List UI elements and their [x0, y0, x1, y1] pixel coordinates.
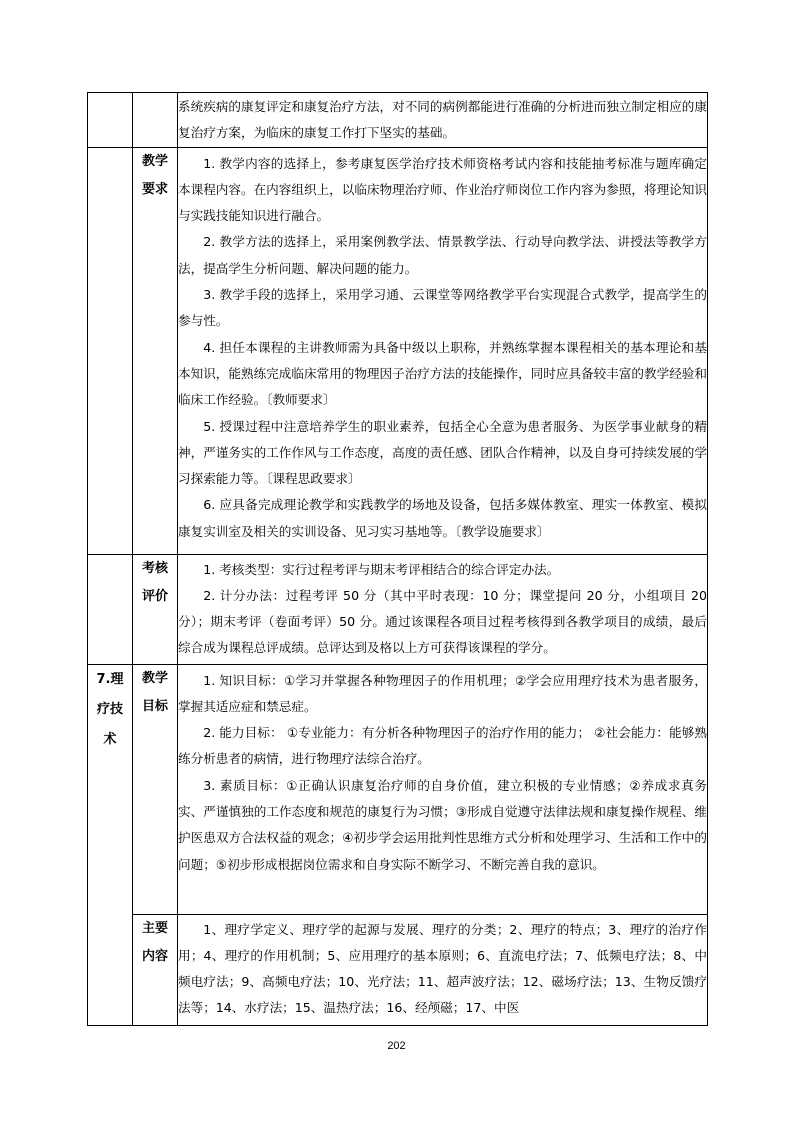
paragraph: 系统疾病的康复评定和康复治疗方法，对不同的病例都能进行准确的分析进而独立制定相应的康复治疗方案，为临床的康复工作打下坚实的基础。 — [178, 99, 707, 141]
row-main-content — [88, 914, 708, 1025]
category-main-content: 主要 内容 — [133, 914, 178, 1025]
row-continuation — [88, 93, 708, 148]
course-cell-previous — [88, 147, 133, 554]
category-assessment: 考核 评价 — [133, 554, 178, 664]
category-teaching-requirements: 教学 要求 — [133, 147, 178, 554]
paragraph: 6. 应具备完成理论教学和实践教学的场地及设备，包括多媒体教室、理实一体教室、模拟康复实训室及相关的实训设备、见习实习基地等。〔教学设施要求〕 — [178, 497, 707, 539]
category-cell-continuation — [133, 93, 178, 148]
paragraph: 5. 授课过程中注意培养学生的职业素养，包括全心全意为患者服务、为医学事业献身的精神，严谨务实的工作作风与工作态度，高度的责任感、团队合作精神，以及自身可持续发展的学习探索能力等。〔课程思政要求〕 — [178, 418, 707, 487]
paragraph: 2. 能力目标： ①专业能力：有分析各种物理因子的治疗作用的能力； ②社会能力：能够熟练分析患者的病情，进行物理疗法综合治疗。 — [178, 725, 707, 767]
row-teaching-goals — [88, 664, 708, 914]
page-number: 202 — [387, 1040, 406, 1052]
paragraph: 1. 教学内容的选择上，参考康复医学治疗技术师资格考试内容和技能抽考标准与题库确定本课程内容。在内容组织上，以临床物理治疗师、作业治疗师岗位工作内容为参照，将理论知识与实践技能知识进行融合。 — [178, 155, 707, 224]
content-teaching-goals — [178, 664, 708, 914]
content-assessment — [178, 554, 708, 664]
content-cell-continuation — [178, 93, 708, 148]
paragraph: 1、理疗学定义、理疗学的起源与发展、理疗的分类；2、理疗的特点；3、理疗的治疗作用；4、理疗的作用机制；5、应用理疗的基本原则；6、直流电疗法；7、低频电疗法；8、中频电疗法；9、高频电疗法；10、光疗法；11、超声波疗法；12、磁场疗法；13、生物反馈疗法等；14、水疗法；15、温热疗法；16、经颅磁；17、中医 — [178, 921, 707, 1016]
curriculum-table — [87, 92, 708, 1026]
category-teaching-goals: 教学 目标 — [133, 664, 178, 914]
course-cell-previous — [88, 93, 133, 148]
paragraph: 1. 考核类型：实行过程考评与期末考评相结合的综合评定办法。 — [203, 561, 560, 577]
paragraph: 4. 担任本课程的主讲教师需为具备中级以上职称，并熟练掌握本课程相关的基本理论和基本知识，能熟练完成临床常用的物理因子治疗方法的技能操作，同时应具备较丰富的教学经验和临床工作经验。〔教师要求〕 — [178, 339, 707, 408]
content-teaching-requirements — [178, 147, 708, 554]
course-name-cell: 7.理 疗技 术 — [88, 664, 133, 1025]
paragraph: 3. 素质目标：①正确认识康复治疗师的自身价值，建立积极的专业情感；②养成求真务实、严谨慎独的工作态度和规范的康复行为习惯；③形成自觉遵守法律法规和康复操作规程、维护医患双方合法权益的观念；④初步学会运用批判性思维方式分析和处理学习、生活和工作中的问题；⑤初步形成根据岗位需求和自身实际不断学习、不断完善自我的意识。 — [178, 777, 707, 872]
paragraph: 2. 计分办法：过程考评 50 分（其中平时表现：10 分；课堂提问 20 分，小组项目 20 分）；期末考评（卷面考评）50 分。通过该课程各项目过程考核得到各教学项目的成绩，最后综合成为课程总评成绩。总评达到及格以上方可获得该课程的学分。 — [178, 587, 707, 656]
content-main-content — [178, 914, 708, 1025]
row-teaching-requirements — [88, 147, 708, 554]
paragraph: 3. 教学手段的选择上，采用学习通、云课堂等网络教学平台实现混合式教学，提高学生的参与性。 — [178, 287, 707, 329]
paragraph: 1. 知识目标：①学习并掌握各种物理因子的作用机理；②学会应用理疗技术为患者服务，掌握其适应症和禁忌症。 — [178, 672, 707, 714]
row-assessment — [88, 554, 708, 664]
paragraph: 2. 教学方法的选择上，采用案例教学法、情景教学法、行动导向教学法、讲授法等教学方法，提高学生分析问题、解决问题的能力。 — [178, 234, 707, 276]
course-cell-previous — [88, 554, 133, 664]
